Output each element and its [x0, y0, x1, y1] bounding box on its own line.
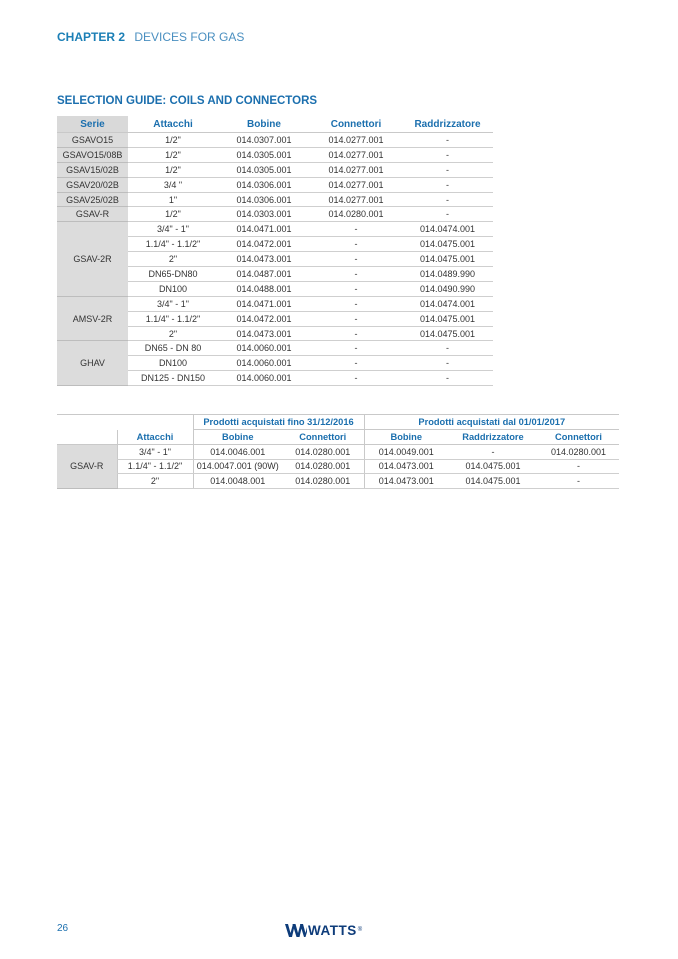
table-cell: 014.0303.001: [218, 207, 310, 222]
table-cell: 014.0280.001: [282, 474, 364, 489]
table-cell: 3/4" - 1": [128, 222, 218, 237]
table-cell: -: [310, 281, 402, 296]
table-cell: 014.0047.001 (90W): [193, 459, 282, 474]
table-cell: -: [310, 252, 402, 267]
blank-header-cell: [57, 430, 117, 445]
table-cell: 014.0307.001: [218, 133, 310, 148]
subheader-connettori-new: Connettori: [538, 430, 619, 445]
table-cell: 1/2": [128, 133, 218, 148]
table-cell: 2": [128, 326, 218, 341]
table-cell: 014.0060.001: [218, 341, 310, 356]
logo-wordmark: WATTS: [308, 922, 357, 938]
subheader-bobine-old: Bobine: [193, 430, 282, 445]
group-header-from-2017: Prodotti acquistati dal 01/01/2017: [364, 415, 619, 430]
table-cell: -: [402, 133, 493, 148]
table-cell: 014.0277.001: [310, 192, 402, 207]
table-cell: -: [310, 356, 402, 371]
page-header: [57, 30, 244, 44]
table-cell: 014.0475.001: [448, 459, 538, 474]
table-row: [57, 192, 493, 207]
serie-cell: GHAV: [57, 341, 128, 386]
serie-cell: GSAVO15/08B: [57, 147, 128, 162]
blank-header-cell: [57, 415, 117, 430]
table-header-row: [57, 116, 493, 133]
table-cell: -: [402, 341, 493, 356]
table-cell: -: [310, 341, 402, 356]
guide-title: SELECTION GUIDE: COILS AND CONNECTORS: [57, 95, 318, 107]
table-cell: 014.0475.001: [402, 252, 493, 267]
table-cell: 014.0060.001: [218, 371, 310, 386]
table-row: [57, 459, 619, 474]
table-row: [57, 222, 493, 237]
table-row: [57, 207, 493, 222]
table-cell: 014.0471.001: [218, 296, 310, 311]
subheader-bobine-new: Bobine: [364, 430, 448, 445]
table-cell: 014.0306.001: [218, 177, 310, 192]
table-row: [57, 474, 619, 489]
table-cell: 014.0490.990: [402, 281, 493, 296]
group-header-until-2016: Prodotti acquistati fino 31/12/2016: [193, 415, 364, 430]
serie-cell: GSAV-R: [57, 445, 117, 489]
table-cell: -: [310, 326, 402, 341]
table-cell: -: [402, 162, 493, 177]
table-group-header-row: [57, 415, 619, 430]
table-cell: -: [402, 356, 493, 371]
table-cell: DN65 - DN 80: [128, 341, 218, 356]
serie-cell: GSAV15/02B: [57, 162, 128, 177]
table-cell: -: [402, 147, 493, 162]
table-cell: 1.1/4" - 1.1/2": [128, 237, 218, 252]
table-cell: 014.0046.001: [193, 445, 282, 460]
table-cell: -: [310, 371, 402, 386]
table-cell: 014.0472.001: [218, 311, 310, 326]
table-row: [57, 147, 493, 162]
table-cell: -: [402, 371, 493, 386]
table-cell: 014.0475.001: [448, 474, 538, 489]
table-cell: 014.0475.001: [402, 311, 493, 326]
table-cell: 1.1/4" - 1.1/2": [117, 459, 193, 474]
selection-guide-table: [57, 116, 493, 386]
table-cell: 014.0049.001: [364, 445, 448, 460]
table-cell: -: [538, 459, 619, 474]
table-cell: 014.0277.001: [310, 147, 402, 162]
table-cell: 014.0305.001: [218, 162, 310, 177]
table-cell: 014.0473.001: [364, 474, 448, 489]
section-label: DEVICES FOR GAS: [134, 30, 245, 44]
logo-registered-mark: ®: [357, 927, 363, 933]
table-cell: 014.0473.001: [218, 252, 310, 267]
purchase-period-table: [57, 414, 619, 489]
table-cell: 1/2": [128, 207, 218, 222]
table-cell: -: [402, 207, 493, 222]
table-cell: 014.0475.001: [402, 326, 493, 341]
table-cell: 014.0473.001: [218, 326, 310, 341]
table-row: [57, 341, 493, 356]
table-cell: 014.0306.001: [218, 192, 310, 207]
column-header-serie: Serie: [57, 116, 128, 133]
table-cell: 1.1/4" - 1.1/2": [128, 311, 218, 326]
serie-cell: GSAV25/02B: [57, 192, 128, 207]
table-row: [57, 177, 493, 192]
table-cell: -: [402, 192, 493, 207]
table-cell: 014.0487.001: [218, 267, 310, 282]
table-cell: -: [402, 177, 493, 192]
subheader-raddrizzatore-new: Raddrizzatore: [448, 430, 538, 445]
serie-cell: GSAV-R: [57, 207, 128, 222]
serie-cell: GSAV-2R: [57, 222, 128, 296]
table-cell: 014.0305.001: [218, 147, 310, 162]
table-cell: 3/4 ": [128, 177, 218, 192]
blank-header-cell: [117, 415, 193, 430]
table-cell: 014.0473.001: [364, 459, 448, 474]
table-cell: 014.0280.001: [282, 445, 364, 460]
table-cell: 1": [128, 192, 218, 207]
table-cell: -: [448, 445, 538, 460]
table-cell: 014.0277.001: [310, 133, 402, 148]
table-cell: 1/2": [128, 162, 218, 177]
serie-cell: GSAVO15: [57, 133, 128, 148]
table-cell: 014.0474.001: [402, 296, 493, 311]
subheader-connettori-old: Connettori: [282, 430, 364, 445]
table-cell: 014.0280.001: [310, 207, 402, 222]
table-cell: 014.0472.001: [218, 237, 310, 252]
column-header-connettori: Connettori: [310, 116, 402, 133]
table-cell: 014.0471.001: [218, 222, 310, 237]
table-cell: 014.0488.001: [218, 281, 310, 296]
table-cell: DN125 - DN150: [128, 371, 218, 386]
table-cell: 014.0277.001: [310, 162, 402, 177]
table-cell: 014.0474.001: [402, 222, 493, 237]
table-row: [57, 445, 619, 460]
table-cell: 3/4" - 1": [117, 445, 193, 460]
table-cell: 014.0475.001: [402, 237, 493, 252]
table-cell: 3/4" - 1": [128, 296, 218, 311]
table-cell: 014.0277.001: [310, 177, 402, 192]
table-cell: -: [310, 311, 402, 326]
subheader-attacchi: Attacchi: [117, 430, 193, 445]
table-row: [57, 133, 493, 148]
page-number: 26: [57, 923, 69, 934]
table-cell: 014.0280.001: [538, 445, 619, 460]
table-cell: -: [310, 296, 402, 311]
table-cell: 2": [128, 252, 218, 267]
column-header-raddrizzatore: Raddrizzatore: [402, 116, 493, 133]
watts-logo: [285, 922, 362, 938]
table-cell: -: [538, 474, 619, 489]
table-row: [57, 162, 493, 177]
table-cell: 2": [117, 474, 193, 489]
table-cell: 014.0489.990: [402, 267, 493, 282]
watts-logo-icon: [285, 924, 307, 937]
table-subheader-row: [57, 430, 619, 445]
table-cell: 014.0280.001: [282, 459, 364, 474]
table-cell: DN65-DN80: [128, 267, 218, 282]
table-cell: 014.0048.001: [193, 474, 282, 489]
table-cell: DN100: [128, 281, 218, 296]
table-cell: 1/2": [128, 147, 218, 162]
column-header-bobine: Bobine: [218, 116, 310, 133]
chapter-label: CHAPTER 2: [57, 30, 126, 44]
serie-cell: AMSV-2R: [57, 296, 128, 341]
table-cell: DN100: [128, 356, 218, 371]
table-cell: -: [310, 222, 402, 237]
table-cell: -: [310, 267, 402, 282]
serie-cell: GSAV20/02B: [57, 177, 128, 192]
table-cell: -: [310, 237, 402, 252]
table-row: [57, 296, 493, 311]
table-cell: 014.0060.001: [218, 356, 310, 371]
column-header-attacchi: Attacchi: [128, 116, 218, 133]
